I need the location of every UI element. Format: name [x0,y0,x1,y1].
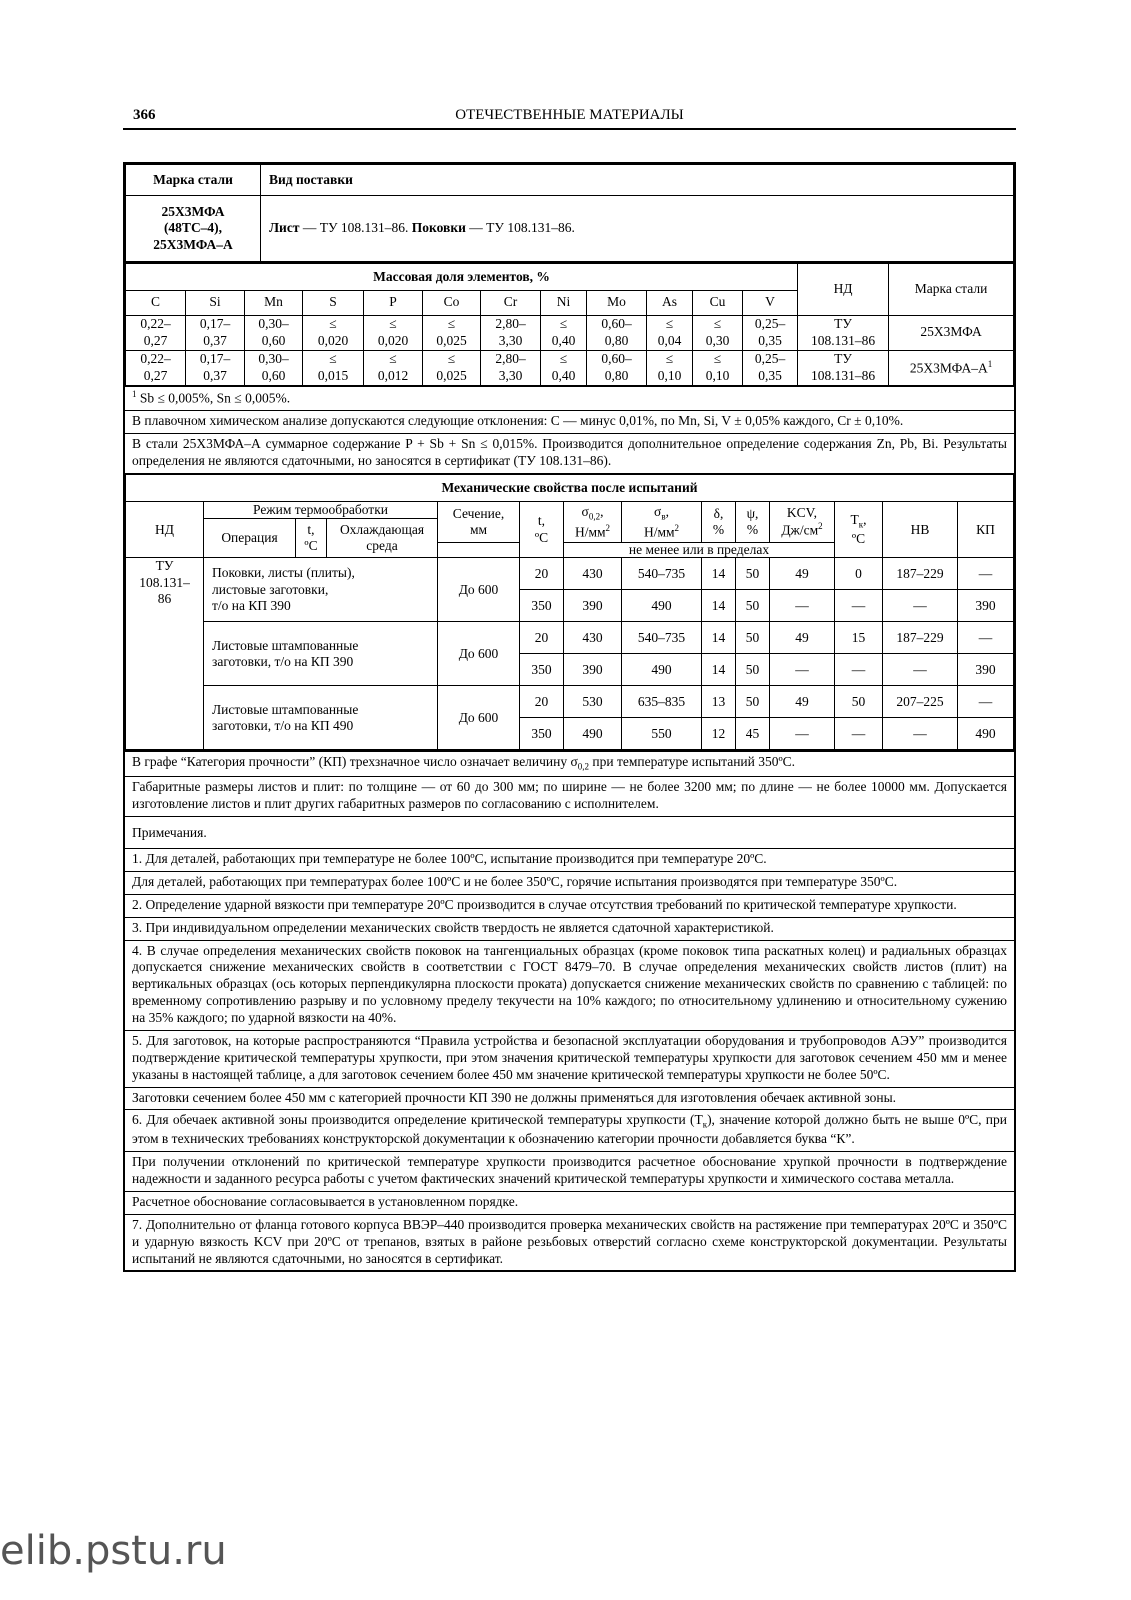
mech-row [126,686,1014,718]
chem-value-line: 0,80 [604,367,629,383]
chem-value-line: 0,30 [705,332,730,348]
mech-value-cell: 530 [564,686,622,718]
chem-value-line: 0,30– [258,351,289,367]
operation-line: заготовки, т/о на КП 490 [212,717,354,733]
mech-value-cell: 12 [702,718,736,750]
mech-nd-line: ТУ [155,558,174,574]
chem-value-line: 2,80– [495,316,526,332]
sigma-symbol: σ [581,503,589,519]
chem-note-deviations: В плавочном химическом анализе допускаются следующие отклонения: С — минус 0,01%, по Mn, Si, V ± 0,05% каждого, Cr ± 0,10%. [125,410,1014,433]
operation-line: листовые заготовки, [212,581,329,597]
chem-value-line: 0,40 [551,367,576,383]
element-header: S [303,290,364,315]
mech-section-header [438,502,520,543]
mech-value-cell: 50 [736,622,770,654]
mech-value-cell: 20 [520,558,564,590]
chem-value-line: 0,020 [317,332,349,348]
mech-row [126,622,1014,654]
comma: , [863,512,867,528]
mech-value-cell: 390 [564,590,622,622]
mech-value-cell: — [883,654,958,686]
mech-yield-header [564,502,622,543]
chemical-composition-table [125,262,1014,386]
element-header: Co [423,290,481,315]
chem-note-sum: В стали 25Х3МФА–А суммарное содержание P + Sb + Sn ≤ 0,015%. Производится дополнительное определение содержания Zn, Pb, Bi. Результаты определения не являются сдаточными, но заносятся в сертификат (ТУ 108.131–86). [125,433,1014,473]
chem-value-cell [693,350,743,385]
mech-nd-cell [126,558,204,750]
element-header: C [126,290,186,315]
mech-value-cell: 490 [564,718,622,750]
chem-value-cell [303,315,364,350]
mech-nd-line: 86 [157,591,172,607]
chem-value-line: ≤ [329,316,337,332]
ht-temp-symbol: t, [307,522,315,537]
chem-value-line: ≤ [329,351,337,367]
unit-exponent: 2 [818,521,823,532]
footnote-mark: 1 [132,388,137,399]
page-header [123,106,1016,130]
chem-row [126,350,1014,385]
chem-footnote [125,386,1014,410]
chem-value-line: 0,30– [258,316,289,332]
tk-unit: ºС [851,530,866,546]
note-6-subscript: к [702,1120,708,1131]
mech-mode-header: Режим термообработки [204,502,438,519]
mech-value-cell: — [770,590,835,622]
mech-tensile-header [622,502,702,543]
chem-value-cell [245,350,303,385]
grade-name [126,196,261,262]
chem-value-line: ≤ [713,351,722,367]
chem-value-cell [245,315,303,350]
mech-value-cell: 350 [520,718,564,750]
grade-line: 25Х3МФА–А [153,236,233,252]
mech-section-cell: До 600 [438,558,520,622]
chem-value-line: ≤ [389,316,397,332]
running-title: ОТЕЧЕСТВЕННЫЕ МАТЕРИАЛЫ [455,107,684,123]
mech-value-cell: 490 [958,718,1014,750]
chem-value-cell [303,350,364,385]
mech-operation-cell [204,622,438,686]
element-header: P [364,290,423,315]
chem-value-line: 0,22– [140,351,171,367]
mech-value-cell: 49 [770,686,835,718]
chem-title: Массовая доля элементов, % [126,263,798,290]
mech-section-blank [438,543,520,558]
chem-value-line: 0,35 [758,367,782,383]
chem-nd-line: 108.131–86 [810,332,876,348]
mech-value-cell: 390 [564,654,622,686]
chem-value-line: 3,30 [498,332,523,348]
percent-unit: % [746,522,759,538]
chem-value-line: ≤ [447,351,456,367]
operation-line: Поковки, листы (плиты), [212,565,355,581]
chem-value-line: 3,30 [498,367,523,383]
note-7: 7. Дополнительно от фланца готового корпуса ВВЭР–440 производится проверка механических свойств на растяжение при температурах 20ºС и 350ºС и ударную вязкость KCV при 20ºС от трепанов, взятых в районе резьбовых отверстий согласно схеме конструкторской документации. Результаты испытаний не являются сдаточными, но заносятся в сертификат. [125,1214,1014,1271]
mech-value-cell: 49 [770,558,835,590]
mech-value-cell: 45 [736,718,770,750]
mech-value-cell: 20 [520,686,564,718]
mech-value-cell: 490 [622,590,702,622]
mech-operation-header: Операция [204,519,296,558]
mech-value-cell: 430 [564,622,622,654]
chem-grade-cell [889,315,1014,350]
mech-value-cell: 14 [702,558,736,590]
chem-value-cell [743,350,798,385]
chem-value-line: 0,012 [377,367,409,383]
grade-line: (48ТС–4), [163,220,223,236]
chem-value-line: ≤ [559,351,568,367]
chem-value-line: 0,17– [199,351,231,367]
mech-value-cell: 20 [520,622,564,654]
mech-ht-temp-header [296,519,327,558]
note-6-text: 6. Для обечаек активной зоны производится определение критической температуры хрупкости (Т [132,1112,703,1128]
chem-value-line: 0,10 [705,367,730,383]
mech-value-cell: — [958,558,1014,590]
mech-hb-header: НВ [883,502,958,558]
mech-value-cell: 0 [835,558,883,590]
mech-value-cell: 490 [622,654,702,686]
supply-header: Вид поставки [261,165,1014,196]
mech-value-cell: — [835,718,883,750]
chem-value-line: ≤ [447,316,456,332]
tk-symbol: T [850,512,859,528]
chem-value-line: 0,60 [261,367,286,383]
mech-value-cell: 50 [736,590,770,622]
section-header-unit: мм [469,522,488,538]
supply-text [261,196,1014,262]
comma: , [665,503,669,519]
note-3: 3. При индивидуальном определении механических свойств твердость не является сдаточной характеристикой. [125,917,1014,940]
kp-note-text: В графе “Категория прочности” (КП) трехзначное число означает величину σ [132,754,578,770]
chem-value-cell [364,350,423,385]
chem-value-line: ≤ [559,316,568,332]
mech-title: Механические свойства после испытаний [126,474,1014,502]
mech-row [126,558,1014,590]
chem-row [126,315,1014,350]
unit-exponent: 2 [605,522,611,533]
mech-value-cell: 390 [958,654,1014,686]
tk-subscript: к [858,519,864,530]
element-header: Cr [481,290,541,315]
section-header-line: Сечение, [452,505,505,521]
chem-value-line: 0,020 [377,332,409,348]
chem-nd-header: НД [798,263,889,315]
chem-value-cell [541,315,587,350]
mech-value-cell: — [883,590,958,622]
mech-value-cell: — [835,590,883,622]
chem-value-line: 0,35 [758,332,782,348]
mech-value-cell: 350 [520,590,564,622]
grade-table [125,164,1014,262]
chem-value-line: 0,37 [203,332,227,348]
note-1b: Для деталей, работающих при температурах более 100ºС и не более 350ºС, горячие испытания производятся при температуре 350ºС. [125,871,1014,894]
sheet-text: — ТУ 108.131–86. [299,220,412,236]
grade-header: Марка стали [126,165,261,196]
note-6 [125,1109,1014,1151]
mech-min-header: не менее или в пределах [564,543,835,558]
mech-value-cell: 540–735 [622,622,702,654]
note-5: 5. Для заготовок, на которые распространяются “Правила устройства и безопасной эксплуатации оборудования и трубопроводов АЭУ” производится подтверждение критической температуры хрупкости, при этом значения критической температуры хрупкости для заготовок сечением 450 мм и менее указаны в настоящей таблице, а для заготовок сечением более 450 мм значение критической температуры хрупкости не более 50ºС. [125,1030,1014,1087]
mech-value-cell: 49 [770,622,835,654]
chem-value-line: 0,10 [657,367,682,383]
sigma-symbol: σ [654,503,662,519]
chem-value-cell [186,315,245,350]
operation-line: Листовые штампованные [212,701,359,717]
mech-value-cell: 550 [622,718,702,750]
kcv-symbol: KCV, [786,505,818,521]
mechanical-properties-table [125,473,1014,751]
chem-value-cell [126,315,186,350]
note-6d: Расчетное обоснование согласовывается в установленном порядке. [125,1191,1014,1214]
note-1: 1. Для деталей, работающих при температуре не более 100ºС, испытание производится при температуре 20ºС. [125,848,1014,871]
element-header: V [743,290,798,315]
mech-kp-header: КП [958,502,1014,558]
element-header: Si [186,290,245,315]
chem-nd-cell [798,315,889,350]
note-2: 2. Определение ударной вязкости при температуре 20ºС производится в случае отсутствия требований по критической температуре хрупкости. [125,894,1014,917]
chem-value-line: ≤ [665,316,674,332]
chem-value-line: 0,25– [754,351,786,367]
mech-value-cell: 187–229 [883,622,958,654]
chem-value-line: 0,015 [317,367,349,383]
chem-value-line: 0,25– [754,316,786,332]
mech-value-cell: 430 [564,558,622,590]
chem-value-cell [481,350,541,385]
chem-value-line: 0,04 [657,332,682,348]
unit-exponent: 2 [674,522,680,533]
chem-value-line: 0,025 [436,367,467,383]
chem-grade-footnote-mark: 1 [987,358,993,369]
chem-value-line: 0,40 [551,332,576,348]
cooling-header-line: среда [366,538,398,554]
kp-note [125,750,1014,776]
chem-nd-cell [798,350,889,385]
sheet-label: Лист [269,220,300,236]
chem-value-line: 0,60 [261,332,286,348]
kcv-unit: Дж/см [781,522,819,538]
delta-symbol: δ, [713,505,724,521]
chem-value-cell [541,350,587,385]
sigma-subscript: 0,2 [588,511,601,522]
element-header: Mn [245,290,303,315]
mech-value-cell: — [835,654,883,686]
mech-reduction-header [736,502,770,543]
chem-nd-line: 108.131–86 [810,367,876,383]
mech-tk-header [835,502,883,558]
mech-value-cell: — [770,654,835,686]
stress-unit: Н/мм [643,524,675,540]
mech-value-cell: 540–735 [622,558,702,590]
mech-value-cell: 207–225 [883,686,958,718]
notes-heading: Примечания. [125,816,1014,848]
chem-value-line: 0,60– [601,316,632,332]
mech-value-cell: 350 [520,654,564,686]
element-header: Ni [541,290,587,315]
mech-value-cell: 50 [736,654,770,686]
chem-value-line: 0,37 [203,367,227,383]
chem-value-line: ≤ [713,316,722,332]
chem-grade-header: Марка стали [889,263,1014,315]
note-5b: Заготовки сечением более 450 мм с категорией прочности КП 390 не должны применяться для изготовления обечаек активной зоны. [125,1087,1014,1110]
percent-unit: % [712,522,725,538]
note-4: 4. В случае определения механических свойств поковок на тангенциальных образцах (кроме поковок типа раскатных колец) и радиальных образцах допускается снижение механических свойств в соответствии с ГОСТ 8479–70. В случае определения механических свойств листов (плит) на вертикальных образцах (ось которых перпендикулярна плоскости проката) допускается снижение механических свойств по сравнению с таблицей: по временному сопротивлению разрыву и по условному пределу текучести на 10% каждого; по относительному удлинению и относительному сужению на 35% каждого; по ударной вязкости на 40%. [125,940,1014,1030]
operation-line: заготовки, т/о на КП 390 [212,653,354,669]
chem-grade-name: 25Х3МФА [920,324,982,340]
psi-symbol: ψ, [746,505,759,521]
element-header: As [647,290,693,315]
chem-value-cell [126,350,186,385]
forging-label: Поковки [411,220,466,236]
cooling-header-line: Охлаждающая [339,522,425,537]
dimensions-note: Габаритные размеры листов и плит: по толщине — от 60 до 300 мм; по ширине — не более 3200 мм; по длине — не более 10000 мм. Допускается изготовление листов и плит других габаритных размеров по согласованию с исполнителем. [125,776,1014,816]
chem-value-cell [743,315,798,350]
forging-text: — ТУ 108.131–86. [465,220,575,236]
mech-value-cell: 14 [702,654,736,686]
mech-value-cell: 187–229 [883,558,958,590]
test-temp-symbol: t, [537,513,546,529]
chem-grade-name: 25Х3МФА–А [909,360,988,376]
chem-value-line: 0,22– [140,316,171,332]
mech-value-cell: — [958,622,1014,654]
element-header: Cu [693,290,743,315]
chem-value-line: 0,60– [601,351,632,367]
chem-value-line: 0,27 [143,367,168,383]
chem-value-cell [423,350,481,385]
chem-value-cell [647,350,693,385]
chem-value-cell [481,315,541,350]
note-6c: При получении отклонений по критической температуре хрупкости производится расчетное обоснование хрупкой прочности в подтверждение надежности и заданного ресурса работы с учетом фактических значений критической температуры хрупкости и химического состава металла. [125,1151,1014,1191]
chem-value-cell [693,315,743,350]
mech-value-cell: 50 [736,686,770,718]
mech-operation-cell [204,686,438,750]
chem-value-cell [587,350,647,385]
chem-nd-line: ТУ [834,351,852,367]
chem-value-cell [587,315,647,350]
chem-value-cell [364,315,423,350]
chem-value-line: 2,80– [495,351,526,367]
mech-value-cell: — [958,686,1014,718]
element-header: Mo [587,290,647,315]
mech-value-cell: 635–835 [622,686,702,718]
watermark: elib.pstu.ru [0,1528,227,1574]
chem-value-cell [186,350,245,385]
chem-value-cell [423,315,481,350]
mech-value-cell: 390 [958,590,1014,622]
operation-line: Листовые штампованные [212,637,359,653]
test-temp-unit: ºС [534,529,549,545]
mech-cooling-header [327,519,438,558]
mech-nd-line: 108.131– [139,574,190,590]
operation-line: т/о на КП 390 [212,598,291,614]
ht-temp-unit: ºС [304,538,318,554]
comma: , [600,503,604,519]
mech-value-cell: 50 [736,558,770,590]
mech-value-cell: — [883,718,958,750]
mech-value-cell: 14 [702,590,736,622]
chem-grade-cell [889,350,1014,385]
mech-value-cell: 14 [702,622,736,654]
grade-line: 25Х3МФА [161,203,225,219]
mech-elongation-header [702,502,736,543]
mech-value-cell: 13 [702,686,736,718]
mech-value-cell: — [770,718,835,750]
mech-section-cell: До 600 [438,622,520,686]
mech-operation-cell [204,558,438,622]
mech-nd-header: НД [126,502,204,558]
chem-value-line: 0,025 [436,332,467,348]
chem-value-cell [647,315,693,350]
chem-value-line: ≤ [389,351,397,367]
steel-spec-table [123,162,1016,1272]
mech-kcv-header [770,502,835,543]
mech-value-cell: 15 [835,622,883,654]
stress-unit: Н/мм [574,524,606,540]
chem-value-line: 0,17– [199,316,231,332]
kp-note-text-end: при температуре испытаний 350ºС. [589,754,796,770]
chem-value-line: 0,27 [143,332,168,348]
kp-note-subscript: 0,2 [577,762,590,773]
chem-value-line: 0,80 [604,332,629,348]
sigma-subscript: в [661,511,666,522]
page-number: 366 [133,107,156,123]
mech-value-cell: 50 [835,686,883,718]
note-6-text-end: ), значение которой должно быть не выше 0ºС, при этом в технических требованиях конструкторской документации к обозначению категории прочности добавляется буква “К”. [132,1112,1007,1147]
chem-value-line: ≤ [665,351,674,367]
mech-test-temp-header [520,502,564,558]
mech-section-cell: До 600 [438,686,520,750]
chem-nd-line: ТУ [834,316,852,332]
footnote-text: Sb ≤ 0,005%, Sn ≤ 0,005%. [136,390,291,405]
